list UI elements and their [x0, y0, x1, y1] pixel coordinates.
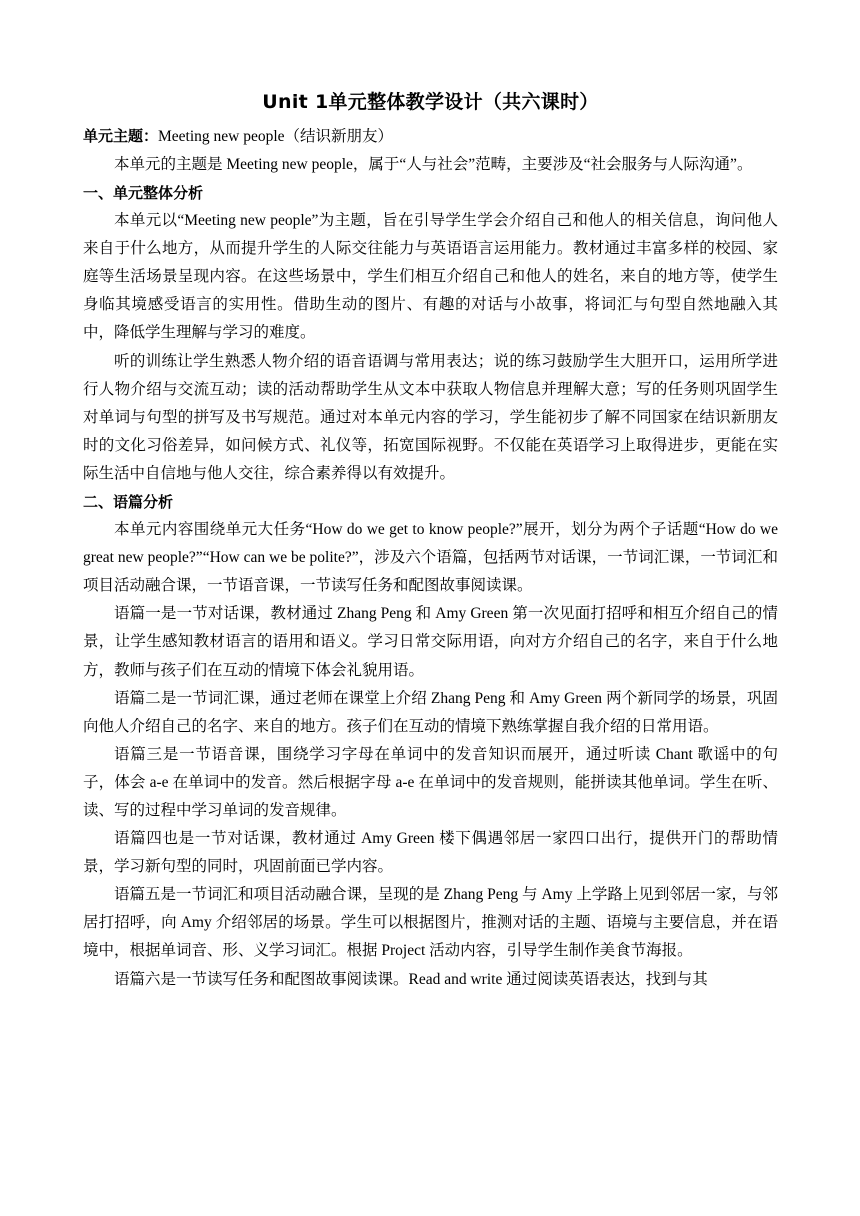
- paragraph: 语篇三是一节语音课，围绕学习字母在单词中的发音知识而展开，通过听读 Chant 歌谣中的句子，体会 a-e 在单词中的发音。然后根据字母 a-e 在单词中的发音规则，能拼读其他单词。学生在听、读、写的过程中学习单词的发音规律。: [83, 745, 778, 819]
- unit-theme-label: 单元主题：: [83, 127, 159, 145]
- paragraph: 本单元内容围绕单元大任务“How do we get to know people?”展开，划分为两个子话题“How do we great new people?”“How can we be polite?”，涉及六个语篇，包括两节对话课，一节词汇课，一节词汇和项目活动融合课，一节语音课，一节读写任务和配图故事阅读课。: [83, 521, 778, 595]
- paragraph: 语篇一是一节对话课，教材通过 Zhang Peng 和 Amy Green 第一次见面打招呼和相互介绍自己的情景，让学生感知教材语言的语用和语义。学习日常交际用语，向对方介绍自己的名字，来自于什么地方，教师与孩子们在互动的情境下体会礼貌用语。: [83, 605, 778, 679]
- paragraph: 语篇五是一节词汇和项目活动融合课，呈现的是 Zhang Peng 与 Amy 上学路上见到邻居一家，与邻居打招呼，向 Amy 介绍邻居的场景。学生可以根据图片，推测对话的主题、语境与主要信息，并在语境中，根据单词音、形、义学习词汇。根据 Project 活动内容，引导学生制作美食节海报。: [83, 886, 778, 960]
- unit-theme-line: [83, 122, 778, 151]
- paragraph: 本单元以“Meeting new people”为主题，旨在引导学生学会介绍自己和他人的相关信息，询问他人来自于什么地方，从而提升学生的人际交往能力与英语语言运用能力。教材通过丰富多样的校园、家庭等生活场景呈现内容。在这些场景中，学生们相互介绍自己和他人的姓名，来自的地方等，使学生身临其境感受语言的实用性。借助生动的图片、有趣的对话与小故事，将词汇与句型自然地融入其中，降低学生理解与学习的难度。: [83, 212, 778, 342]
- section-heading-unit-analysis: 一、单元整体分析: [83, 184, 204, 203]
- section-heading-text-analysis: 二、语篇分析: [83, 493, 174, 512]
- document-title: Unit 1单元整体教学设计（共六课时）: [262, 91, 599, 113]
- paragraph: 听的训练让学生熟悉人物介绍的语音语调与常用表达；说的练习鼓励学生大胆开口，运用所学进行人物介绍与交流互动；读的活动帮助学生从文本中获取人物信息并理解大意；写的任务则巩固学生对单词与句型的拼写及书写规范。通过对本单元内容的学习，学生能初步了解不同国家在结识新朋友时的文化习俗差异，如问候方式、礼仪等，拓宽国际视野。不仅能在英语学习上取得进步，更能在实际生活中自信地与他人交往，综合素养得以有效提升。: [83, 352, 778, 482]
- paragraph: 语篇六是一节读写任务和配图故事阅读课。Read and write 通过阅读英语表达，找到与其: [114, 970, 708, 988]
- paragraph: 语篇二是一节词汇课，通过老师在课堂上介绍 Zhang Peng 和 Amy Green 两个新同学的场景，巩固向他人介绍自己的名字、来自的地方。孩子们在互动的情境下熟练掌握自我介绍的日常用语。: [83, 689, 778, 735]
- intro-paragraph: 本单元的主题是 Meeting new people，属于“人与社会”范畴，主要涉及“社会服务与人际沟通”。: [114, 156, 753, 173]
- unit-theme-value: Meeting new people（结识新朋友）: [158, 128, 394, 145]
- paragraph: 语篇四也是一节对话课，教材通过 Amy Green 楼下偶遇邻居一家四口出行，提供开门的帮助情景，学习新句型的同时，巩固前面已学内容。: [83, 830, 778, 876]
- document-page: [83, 84, 778, 994]
